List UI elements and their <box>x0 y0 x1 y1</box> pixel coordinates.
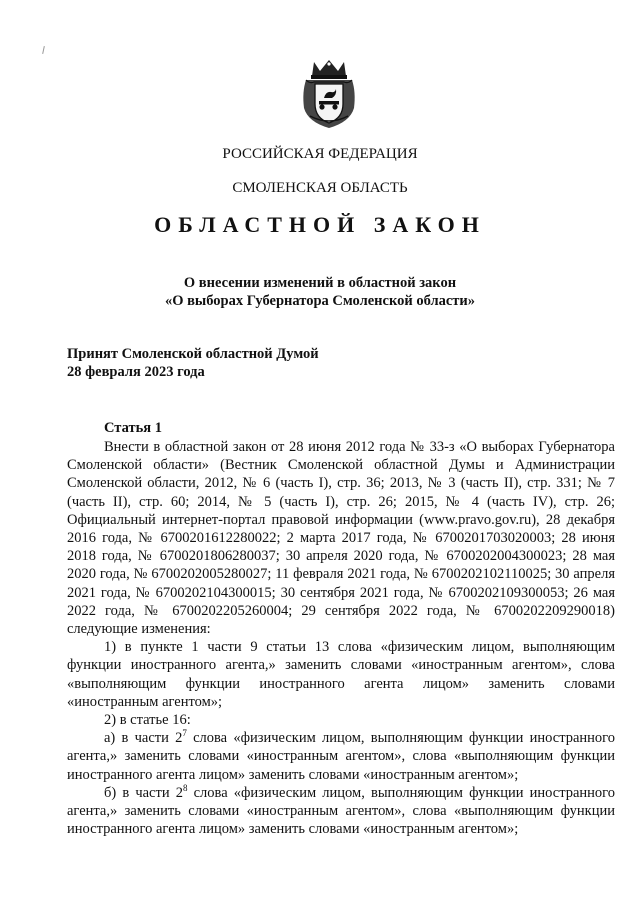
scan-mark <box>42 46 45 54</box>
article-body <box>67 438 615 838</box>
item-2b-superscript: 8 <box>182 783 188 794</box>
region-label: СМОЛЕНСКАЯ ОБЛАСТЬ <box>232 180 408 196</box>
law-title-line-1: О внесении изменений в областной закон <box>183 275 457 291</box>
article-title: Статья 1 <box>104 420 162 436</box>
amendment-item-2: 2) в статье 16: <box>104 712 191 729</box>
item-2a-superscript: 7 <box>182 728 187 739</box>
item-2b-prefix: б) в части 2 <box>104 784 183 801</box>
coat-of-arms-icon <box>300 58 358 130</box>
document-type-heading: ОБЛАСТНОЙ ЗАКОН <box>154 212 486 237</box>
adoption-body: Принят Смоленской областной Думой <box>67 346 319 362</box>
federation-label: РОССИЙСКАЯ ФЕДЕРАЦИЯ <box>222 146 418 162</box>
amendment-item-1: 1) в пункте 1 части 9 статьи 13 слова «физическим лицом, выполняющим функции иностранного агента,» заменить словами «иностранным агентом», слова «выполняющим функции иностранного агента лицом» заменить словами «иностранным агентом»; <box>67 639 615 710</box>
item-2b-text: слова «физическим лицом, выполняющим функции иностранного агента,» заменить словами «иностранным агентом», слова «выполняющим функции иностранного агента лицом» заменить словами «иностранным агентом»; <box>67 784 615 838</box>
item-2a-prefix: а) в части 2 <box>104 730 183 747</box>
law-title-line-2: «О выборах Губернатора Смоленской области» <box>164 293 476 309</box>
amendment-item-2a <box>67 729 615 784</box>
amendment-item-2b <box>67 784 615 839</box>
item-2a-text: слова «физическим лицом, выполняющим функции иностранного агента,» заменить словами «иностранным агентом», слова «выполняющим функции иностранного агента лицом» заменить словами «иностранным агентом»; <box>67 730 616 783</box>
article-intro-paragraph: Внести в областной закон от 28 июня 2012 года № 33-з «О выборах Губернатора Смоленской области» (Вестник Смоленской областной Думы и Администрации Смоленской области, 2012, № 6 (часть I), стр. 36; 2013, № 3 (часть II), стр. 331; № 7 (часть II), стр. 60; 2014, № 5 (часть I), стр. 26; 2015, № 4 (часть IV), стр. 26; Официальный интернет-портал правовой информации (www.pravo.gov.ru), 28 декабря 2016 года, № 6700201612280022; 2 марта 2017 года, № 6700201703020003; 28 июня 2018 года, № 6700201806280037; 30 апреля 2020 года, № 6700202004300023; 28 мая 2020 года, № 6700202005280027; 11 февраля 2021 года, № 6700202102110025; 30 апреля 2021 года, № 6700202104300015; 30 сентября 2021 года, № 6700202109300053; 26 мая 2022 года, № 6700202205260004; 29 сентября 2022 года, № 6700202209290018) следующие изменения: <box>67 439 615 638</box>
adoption-date: 28 февраля 2023 года <box>67 364 205 380</box>
